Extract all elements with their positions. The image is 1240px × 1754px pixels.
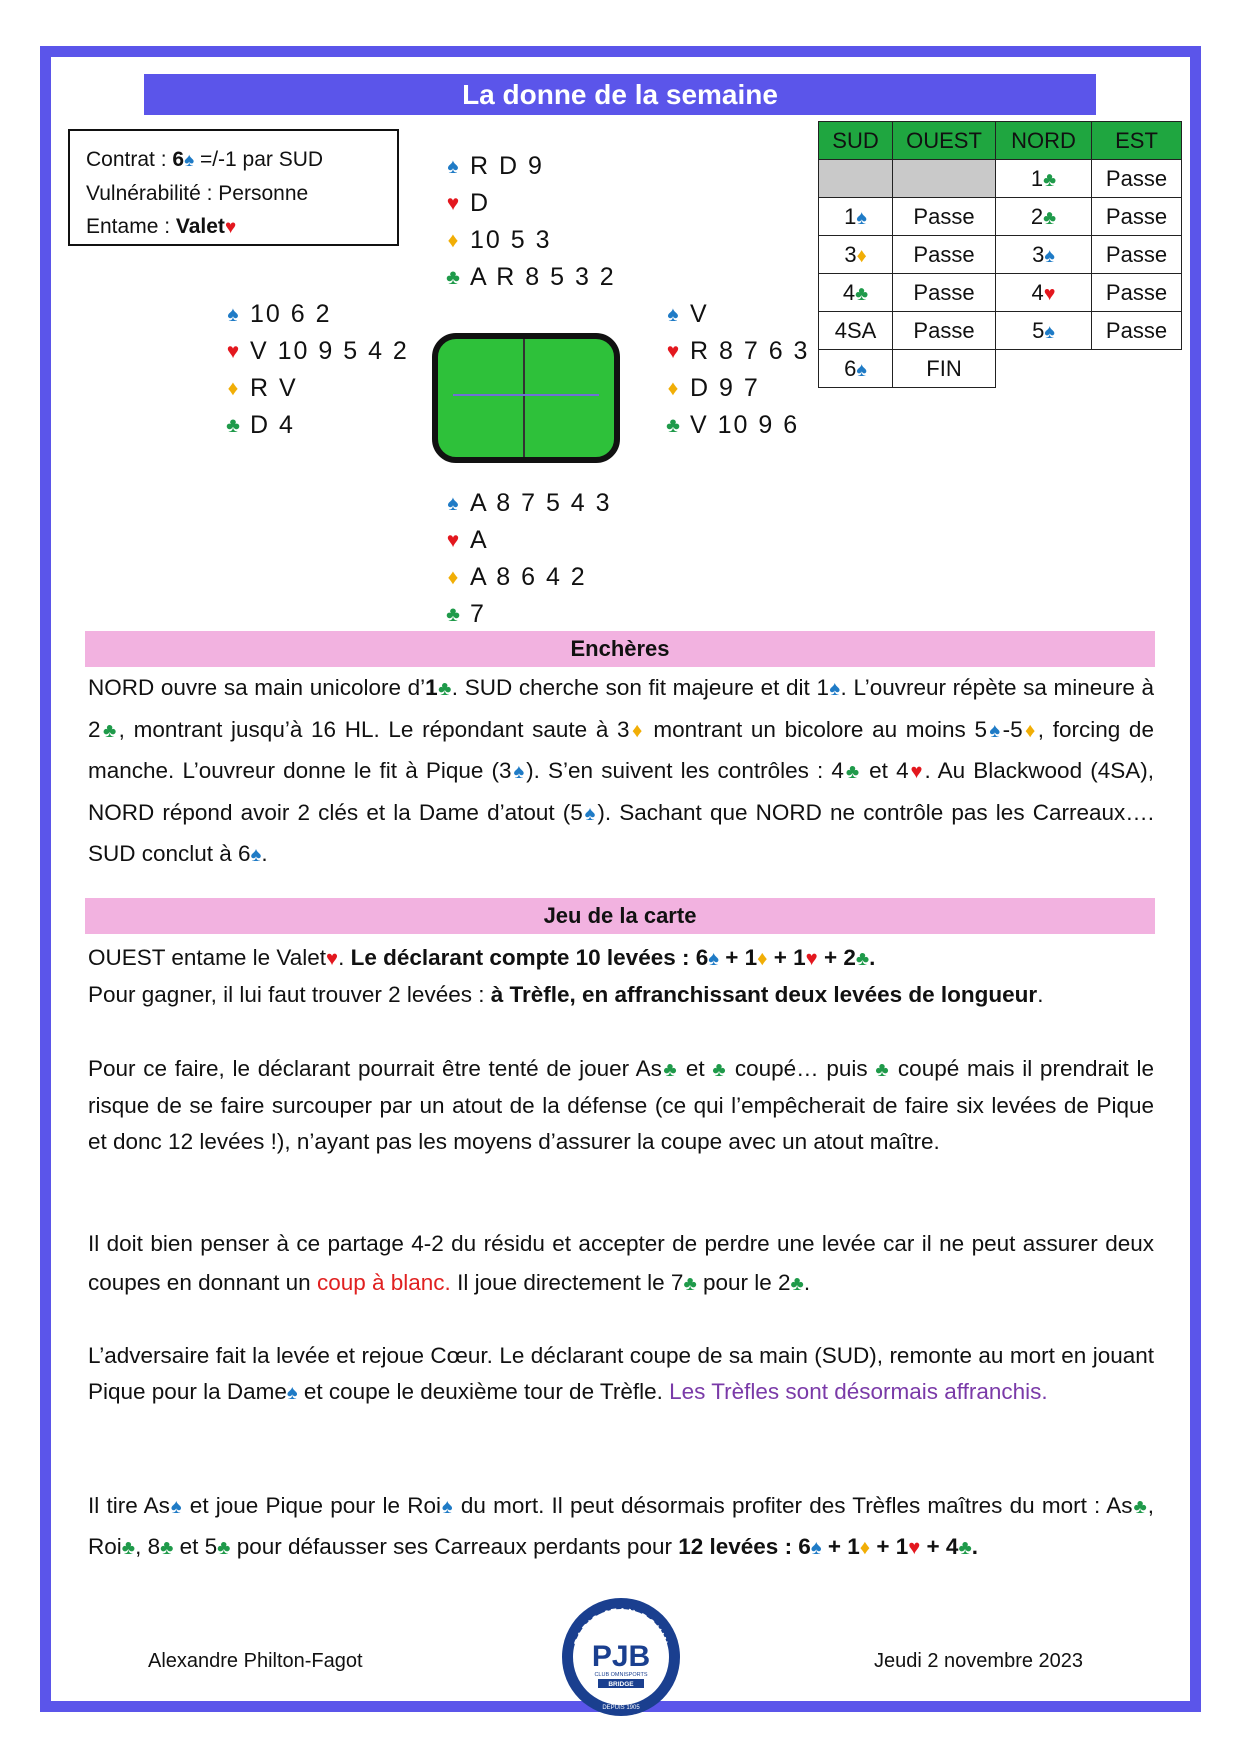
- cards: R 8 7 6 3: [690, 337, 810, 365]
- text: -5: [1002, 716, 1023, 742]
- spade-icon: ♠: [582, 802, 598, 825]
- heart-icon: ♥: [666, 340, 680, 363]
- cards: A 8 7 5 4 3: [470, 489, 612, 517]
- logo-initials: PJB: [591, 1640, 651, 1673]
- cards: R V: [250, 374, 298, 402]
- bid-cell: FIN: [893, 350, 996, 388]
- club-icon: ♣: [446, 603, 460, 626]
- text: .: [338, 945, 351, 970]
- cards: A R 8 5 3 2: [470, 263, 616, 291]
- text: Il tire As: [88, 1493, 170, 1518]
- text: Le déclarant compte 10 levées : 6: [350, 945, 709, 970]
- text: 12 levées : 6: [678, 1534, 811, 1559]
- spade-icon: ♠: [286, 1382, 298, 1404]
- spade-icon: ♠: [250, 844, 262, 866]
- bidding-row: [819, 274, 1182, 312]
- spade-icon: ♠: [227, 303, 239, 326]
- club-icon: ♣: [121, 1537, 136, 1559]
- club-icon: ♣: [217, 1537, 231, 1559]
- bid-cell: Passe: [1092, 312, 1182, 350]
- publication-date: Jeudi 2 novembre 2023: [874, 1650, 1084, 1672]
- paragraph: [88, 1338, 1154, 1411]
- bid-cell: Passe: [1092, 236, 1182, 274]
- bid-level: 4: [842, 279, 856, 305]
- logo-subtitle: CLUB OMNISPORTS: [594, 1672, 648, 1678]
- contract-label: Contrat :: [86, 148, 173, 171]
- text: à Trèfle, en affranchissant deux levées de longueur: [490, 982, 1038, 1007]
- bid-level: 5: [1032, 317, 1045, 343]
- table-divider-horizontal: [453, 394, 599, 396]
- west-spades: [220, 296, 409, 333]
- spade-icon: ♠: [810, 1537, 822, 1559]
- bid-cell: Passe: [1092, 274, 1182, 312]
- bid-cell: Passe: [1092, 160, 1182, 198]
- bid-cell: [996, 312, 1092, 350]
- text: .: [1037, 982, 1044, 1007]
- text: . Au Blackwood (4SA), NORD répond avoir 2 clés et la Dame d’atout (5: [88, 758, 1154, 825]
- north-diamonds: [440, 222, 616, 259]
- lead-line: [86, 210, 397, 244]
- text: , 8: [135, 1534, 161, 1559]
- text: . L’ouvreur répète sa mineure à 2: [88, 675, 1155, 742]
- text: du mort. Il peut désormais profiter des Trèfles maîtres du mort : As: [453, 1493, 1133, 1518]
- diamond-icon: ♦: [447, 566, 459, 589]
- bid-cell: Passe: [1092, 198, 1182, 236]
- bridge-table-graphic: [432, 333, 620, 463]
- cards: V 10 9 6: [690, 411, 800, 439]
- east-clubs: [660, 407, 809, 444]
- west-clubs: [220, 407, 409, 444]
- bidding-header-row: [819, 122, 1182, 160]
- cards: 10 5 3: [470, 226, 552, 254]
- cards: A: [470, 526, 489, 554]
- east-diamonds: [660, 370, 809, 407]
- club-icon: ♣: [958, 1537, 972, 1559]
- text: et: [678, 1056, 713, 1081]
- text: .: [971, 1534, 978, 1559]
- south-spades: [440, 485, 612, 522]
- bid-cell: [819, 236, 893, 274]
- bid-cell: Passe: [893, 236, 996, 274]
- text: Pour gagner, il lui faut trouver 2 levées :: [88, 982, 491, 1007]
- table-divider-vertical: [523, 339, 525, 457]
- text: Il doit bien penser à ce partage 4-2 du résidu et accepter de perdre une levée car il ne peut assurer deux coupes en donnant un: [88, 1231, 1154, 1295]
- bid-cell: [996, 236, 1092, 274]
- heart-icon: ♥: [226, 340, 240, 363]
- text: L’adversaire fait la levée et rejoue Cœur. Le déclarant coupe de sa main (SUD), remonte au mort en jouant Pique pour la Dame: [88, 1343, 1154, 1404]
- hand-south: [440, 485, 612, 633]
- text: 1: [425, 675, 438, 700]
- club-icon: ♣: [790, 1273, 804, 1295]
- bid-cell: [819, 274, 893, 312]
- spade-icon: ♠: [828, 678, 841, 700]
- play-paragraph-1: [88, 940, 1154, 1013]
- club-icon: ♣: [661, 1059, 679, 1081]
- bid-level: 3: [844, 241, 857, 267]
- spade-icon: ♠: [667, 303, 679, 326]
- diamond-icon: ♦: [667, 377, 679, 400]
- contract-detail: =/-1 par SUD: [194, 148, 324, 171]
- text: + 4: [920, 1534, 959, 1559]
- header-sud: SUD: [819, 122, 893, 160]
- cards: D: [470, 189, 491, 217]
- text: , forcing de manche. L’ouvreur donne le fit à Pique (3: [88, 716, 1154, 783]
- text: ). S’en suivent les contrôles : 4: [526, 758, 844, 783]
- bid-level: 2: [1030, 203, 1044, 229]
- spade-icon: ♠: [447, 492, 459, 515]
- play-paragraph-4: [88, 1338, 1154, 1411]
- cards: A 8 6 4 2: [470, 563, 587, 591]
- diamond-icon: ♦: [859, 1537, 871, 1559]
- spade-icon: ♠: [856, 206, 867, 229]
- bid-cell: 4SA: [819, 312, 893, 350]
- vulnerability-line: Vulnérabilité : Personne: [86, 182, 309, 205]
- bidding-row: [819, 236, 1182, 274]
- club-logo: [560, 1596, 682, 1718]
- diamond-icon: ♦: [757, 948, 768, 970]
- text: ). Sachant que NORD ne contrôle pas les Carreaux…. SUD conclut à 6: [88, 799, 1155, 866]
- bidding-row: [819, 312, 1182, 350]
- bid-level: 1: [844, 203, 857, 229]
- text: coupé mais il prendrait le risque de se faire surcouper par un atout de la défense (ce qui l’empêcherait de faire six levées de Pique et donc 12 levées !), n’ayant pas les moyens d’assurer la coupe avec un atout maître.: [88, 1056, 1154, 1154]
- text: montrant un bicolore au moins 5: [644, 716, 987, 742]
- heart-icon: ♥: [446, 529, 460, 552]
- bid-level: 4: [1031, 279, 1044, 305]
- bid-level: 3: [1032, 241, 1045, 267]
- section-heading-jeu: Jeu de la carte: [85, 898, 1155, 934]
- spade-icon: ♠: [440, 1496, 454, 1518]
- bid-cell: Passe: [893, 274, 996, 312]
- logo-arc-text: PARIS JEAN BOUIN: [572, 1606, 670, 1648]
- north-hearts: [440, 185, 616, 222]
- club-icon: ♣: [160, 1537, 174, 1559]
- bid-cell: Passe: [893, 312, 996, 350]
- spade-icon: ♠: [169, 1496, 183, 1518]
- text: et 5: [173, 1534, 218, 1559]
- text: . SUD cherche son fit majeure et dit 1: [451, 675, 829, 700]
- club-icon: ♣: [843, 761, 862, 783]
- cards: 10 6 2: [250, 300, 332, 328]
- cards: D 9 7: [690, 374, 760, 402]
- spade-icon: ♠: [856, 358, 867, 381]
- west-hearts: [220, 333, 409, 370]
- play-paragraph-3: [88, 1224, 1154, 1304]
- text: et 4: [861, 758, 909, 783]
- diamond-icon: ♦: [447, 229, 459, 252]
- paragraph: [88, 940, 1154, 977]
- cards: V: [690, 300, 709, 328]
- east-spades: [660, 296, 809, 333]
- bid-cell: [819, 350, 893, 388]
- north-spades: [440, 148, 616, 185]
- contract-line: [86, 143, 397, 177]
- header-est: EST: [1092, 122, 1182, 160]
- paragraph: [88, 668, 1154, 876]
- diamond-icon: ♦: [1022, 719, 1038, 742]
- author-name: Alexandre Philton-Fagot: [148, 1650, 363, 1672]
- club-icon: ♣: [875, 1059, 891, 1081]
- bid-cell-empty: [819, 160, 893, 198]
- heart-icon: ♥: [908, 1537, 921, 1559]
- bid-cell-blank: [996, 350, 1092, 388]
- heart-icon: ♥: [805, 948, 818, 970]
- bidding-row: [819, 350, 1182, 388]
- spade-icon: ♠: [986, 719, 1003, 742]
- header-nord: NORD: [996, 122, 1092, 160]
- text: , montrant jusqu’à 16 HL. Le répondant saute à 3: [118, 716, 630, 742]
- lead-label: Entame :: [86, 215, 176, 238]
- bid-cell-empty: [893, 160, 996, 198]
- play-paragraph-5: [88, 1486, 1154, 1568]
- bid-cell: [819, 198, 893, 236]
- text: .: [869, 945, 876, 970]
- south-clubs: [440, 596, 612, 633]
- paragraph: [88, 1224, 1154, 1304]
- bid-cell: [996, 198, 1092, 236]
- heart-icon: ♥: [1043, 282, 1056, 305]
- spade-icon: ♠: [447, 155, 459, 178]
- highlight-text: Les Trèfles sont désormais affranchis.: [669, 1379, 1048, 1404]
- contract-level: 6: [172, 148, 185, 171]
- play-paragraph-2: [88, 1051, 1154, 1160]
- hand-north: [440, 148, 616, 296]
- spade-icon: ♠: [1044, 320, 1055, 343]
- club-icon: ♣: [226, 414, 240, 437]
- text: Il joue directement le 7: [450, 1270, 684, 1295]
- text: + 2: [817, 945, 856, 970]
- north-clubs: [440, 259, 616, 296]
- spade-icon: ♠: [511, 761, 527, 783]
- page-title: La donne de la semaine: [144, 74, 1096, 115]
- header-ouest: OUEST: [893, 122, 996, 160]
- spade-icon: ♠: [1044, 244, 1055, 267]
- club-icon: ♣: [1043, 206, 1057, 229]
- club-icon: ♣: [855, 282, 869, 305]
- text: pour le 2: [696, 1270, 791, 1295]
- bidding-row: [819, 160, 1182, 198]
- text: coupé… puis: [727, 1056, 876, 1081]
- club-icon: ♣: [1132, 1496, 1148, 1518]
- east-hearts: [660, 333, 809, 370]
- club-icon: ♣: [666, 414, 680, 437]
- club-icon: ♣: [712, 1059, 728, 1081]
- club-icon: ♣: [437, 678, 452, 700]
- club-icon: ♣: [446, 266, 460, 289]
- bid-cell: [996, 274, 1092, 312]
- text: + 1: [719, 945, 758, 970]
- hand-west: [220, 296, 409, 444]
- club-icon: ♣: [1043, 168, 1057, 191]
- cards: D 4: [250, 411, 295, 439]
- contract-box: [68, 129, 399, 246]
- text: et coupe le deuxième tour de Trèfle.: [297, 1379, 670, 1404]
- bid-cell: Passe: [893, 198, 996, 236]
- paragraph: [88, 1051, 1154, 1160]
- spade-icon: ♠: [708, 948, 720, 970]
- text: NORD ouvre sa main unicolore d’: [88, 675, 426, 700]
- hand-east: [660, 296, 809, 444]
- diamond-icon: ♦: [856, 244, 867, 267]
- text: Pour ce faire, le déclarant pourrait être tenté de jouer As: [88, 1056, 662, 1081]
- diamond-icon: ♦: [629, 719, 645, 742]
- text: + 1: [767, 945, 806, 970]
- paragraph: [88, 1486, 1154, 1568]
- heart-icon: ♥: [224, 217, 237, 238]
- south-hearts: [440, 522, 612, 559]
- club-icon: ♣: [100, 719, 119, 742]
- bid-cell: [996, 160, 1092, 198]
- bidding-table: [818, 121, 1182, 388]
- lead-card: Valet: [175, 215, 225, 238]
- spade-icon: ♠: [184, 150, 195, 171]
- club-icon: ♣: [683, 1273, 697, 1295]
- section-heading-encheres: Enchères: [85, 631, 1155, 667]
- cards: 7: [470, 600, 486, 628]
- text: , Roi: [88, 1493, 1155, 1559]
- logo-banner-text: BRIDGE: [608, 1681, 634, 1688]
- club-icon: ♣: [855, 948, 870, 970]
- text: et joue Pique pour le Roi: [182, 1493, 441, 1518]
- text: .: [803, 1270, 811, 1295]
- cards: V 10 9 5 4 2: [250, 337, 409, 365]
- text: OUEST entame le Valet: [88, 945, 327, 970]
- text: + 1: [870, 1534, 909, 1559]
- heart-icon: ♥: [446, 192, 460, 215]
- highlight-text: coup à blanc.: [316, 1270, 451, 1295]
- west-diamonds: [220, 370, 409, 407]
- text: .: [261, 841, 268, 866]
- text: + 1: [821, 1534, 860, 1559]
- bid-level: 6: [844, 355, 857, 381]
- bidding-row: [819, 198, 1182, 236]
- text: pour défausser ses Carreaux perdants pour: [230, 1534, 679, 1559]
- logo-founded: DEPUIS 1905: [602, 1705, 640, 1711]
- heart-icon: ♥: [908, 761, 925, 783]
- paragraph: [88, 977, 1154, 1013]
- cards: R D 9: [470, 152, 544, 180]
- bid-level: 1: [1030, 165, 1044, 191]
- bidding-commentary: [88, 668, 1154, 876]
- bid-cell-blank: [1092, 350, 1182, 388]
- heart-icon: ♥: [326, 948, 339, 970]
- south-diamonds: [440, 559, 612, 596]
- diamond-icon: ♦: [227, 377, 239, 400]
